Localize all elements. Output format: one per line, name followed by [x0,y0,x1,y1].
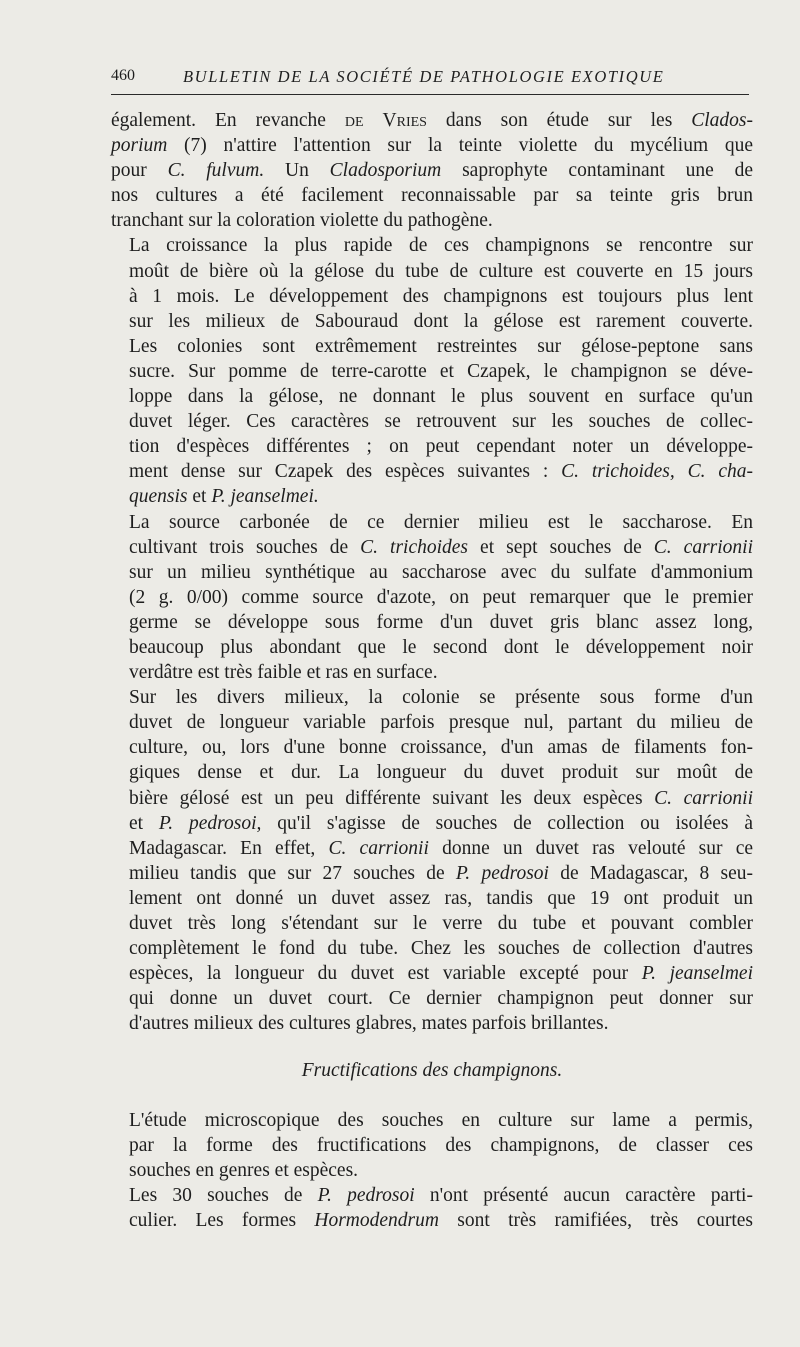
text-line: sur les milieux de Sabouraud dont la gélose est rarement couverte. [129,310,753,332]
text-line: sur un milieu synthétique au saccharose avec du sulfate d'ammonium [129,561,753,583]
paragraph-2 [111,233,753,509]
text-line: sucre. Sur pomme de terre-carotte et Czapek, le champignon se déve- [129,360,753,382]
text-line: Sur les divers milieux, la colonie se présente sous forme d'un [129,687,753,709]
text-line: cultivant trois souches de C. trichoides et sept souches de C. carrionii [129,536,754,558]
text-line: complètement le fond du tube. Chez les souches de collection d'autres [129,938,753,960]
text-line: milieu tandis que sur 27 souches de P. pedrosoi de Madagascar, 8 seu- [129,862,753,884]
text-line: et P. pedrosoi, qu'il s'agisse de souches de collection ou isolées à [129,812,753,834]
text-line: duvet léger. Ces caractères se retrouvent sur les souches de collec- [129,411,753,433]
text-line: espèces, la longueur du duvet est variable excepté pour P. jeanselmei [129,963,753,985]
text-line: duvet de longueur variable parfois presque nul, partant du milieu de [129,712,753,734]
text-line: beaucoup plus abondant que le second dont le développement noir [129,636,753,658]
text-line: culture, ou, lors d'une bonne croissance, d'un amas de filaments fon- [129,737,753,759]
running-title: BULLETIN DE LA SOCIÉTÉ DE PATHOLOGIE EXOTIQUE [183,67,665,86]
section-title: Fructifications des champignons. [301,1060,563,1082]
text-line: loppe dans la gélose, ne donnant le plus souvent en surface qu'un [129,386,753,408]
text-line: La croissance la plus rapide de ces champignons se rencontre sur [129,235,753,257]
text-line: souches en genres et espèces. [129,1159,359,1181]
text-line: pour C. fulvum. Un Cladosporium saprophyte contaminant une de [111,160,753,182]
text-line: La source carbonée de ce dernier milieu est le saccharose. En [129,511,753,533]
text-line: Madagascar. En effet, C. carrionii donne un duvet ras velouté sur ce [129,837,754,859]
text-line: moût de bière où la gélose du tube de culture est couverte en 15 jours [129,260,753,282]
text-line: Les colonies sont extrêmement restreintes sur gélose-peptone sans [129,335,753,357]
text-line: ment dense sur Czapek des espèces suivantes : C. trichoides, C. cha- [129,461,754,483]
text-line: bière gélosé est un peu différente suivant les deux espèces C. carrionii [129,787,753,809]
text-line: verdâtre est très faible et ras en surface. [129,662,438,684]
text-line: par la forme des fructifications des champignons, de classer ces [129,1134,753,1156]
text-line: duvet très long s'étendant sur le verre du tube et pouvant combler [129,913,753,934]
text-line: L'étude microscopique des souches en culture sur lame a permis, [129,1109,753,1131]
text-line: Les 30 souches de P. pedrosoi n'ont présenté aucun caractère parti- [129,1184,753,1206]
paragraph-3 [111,510,753,686]
text-line: (2 g. 0/00) comme source d'azote, on peut remarquer que le premier [129,586,753,608]
text-line: lement ont donné un duvet assez ras, tandis que 19 ont produit un [129,887,753,909]
paragraph-6 [111,1183,753,1233]
page-number: 460 [111,67,135,84]
text-line: qui donne un duvet court. Ce dernier champignon peut donner sur [129,988,753,1010]
text-line: culier. Les formes Hormodendrum sont très ramifiées, très courtes [129,1209,754,1231]
text-line: porium (7) n'attire l'attention sur la teinte violette du mycélium que [111,135,753,157]
body-text [111,108,753,1233]
paragraph-1 [111,108,753,233]
paragraph-4 [111,685,753,1036]
text-line: d'autres milieux des cultures glabres, mates parfois brillantes. [129,1013,609,1035]
text-line: nos cultures a été facilement reconnaissable par sa teinte gris brun [111,185,753,207]
text-line: également. En revanche de Vries dans son étude sur les Clados- [111,110,754,131]
text-line: à 1 mois. Le développement des champignons est toujours plus lent [129,285,753,307]
text-line: giques dense et dur. La longueur du duvet produit sur moût de [129,762,753,784]
page-header [111,64,749,95]
text-line: quensis et P. jeanselmei. [129,486,319,508]
paragraph-5 [111,1108,753,1183]
text-line: germe se développe sous forme d'un duvet gris blanc assez long, [129,611,753,633]
text-line: tranchant sur la coloration violette du pathogène. [111,210,493,232]
text-line: tion d'espèces différentes ; on peut cependant noter un développe- [129,436,753,458]
